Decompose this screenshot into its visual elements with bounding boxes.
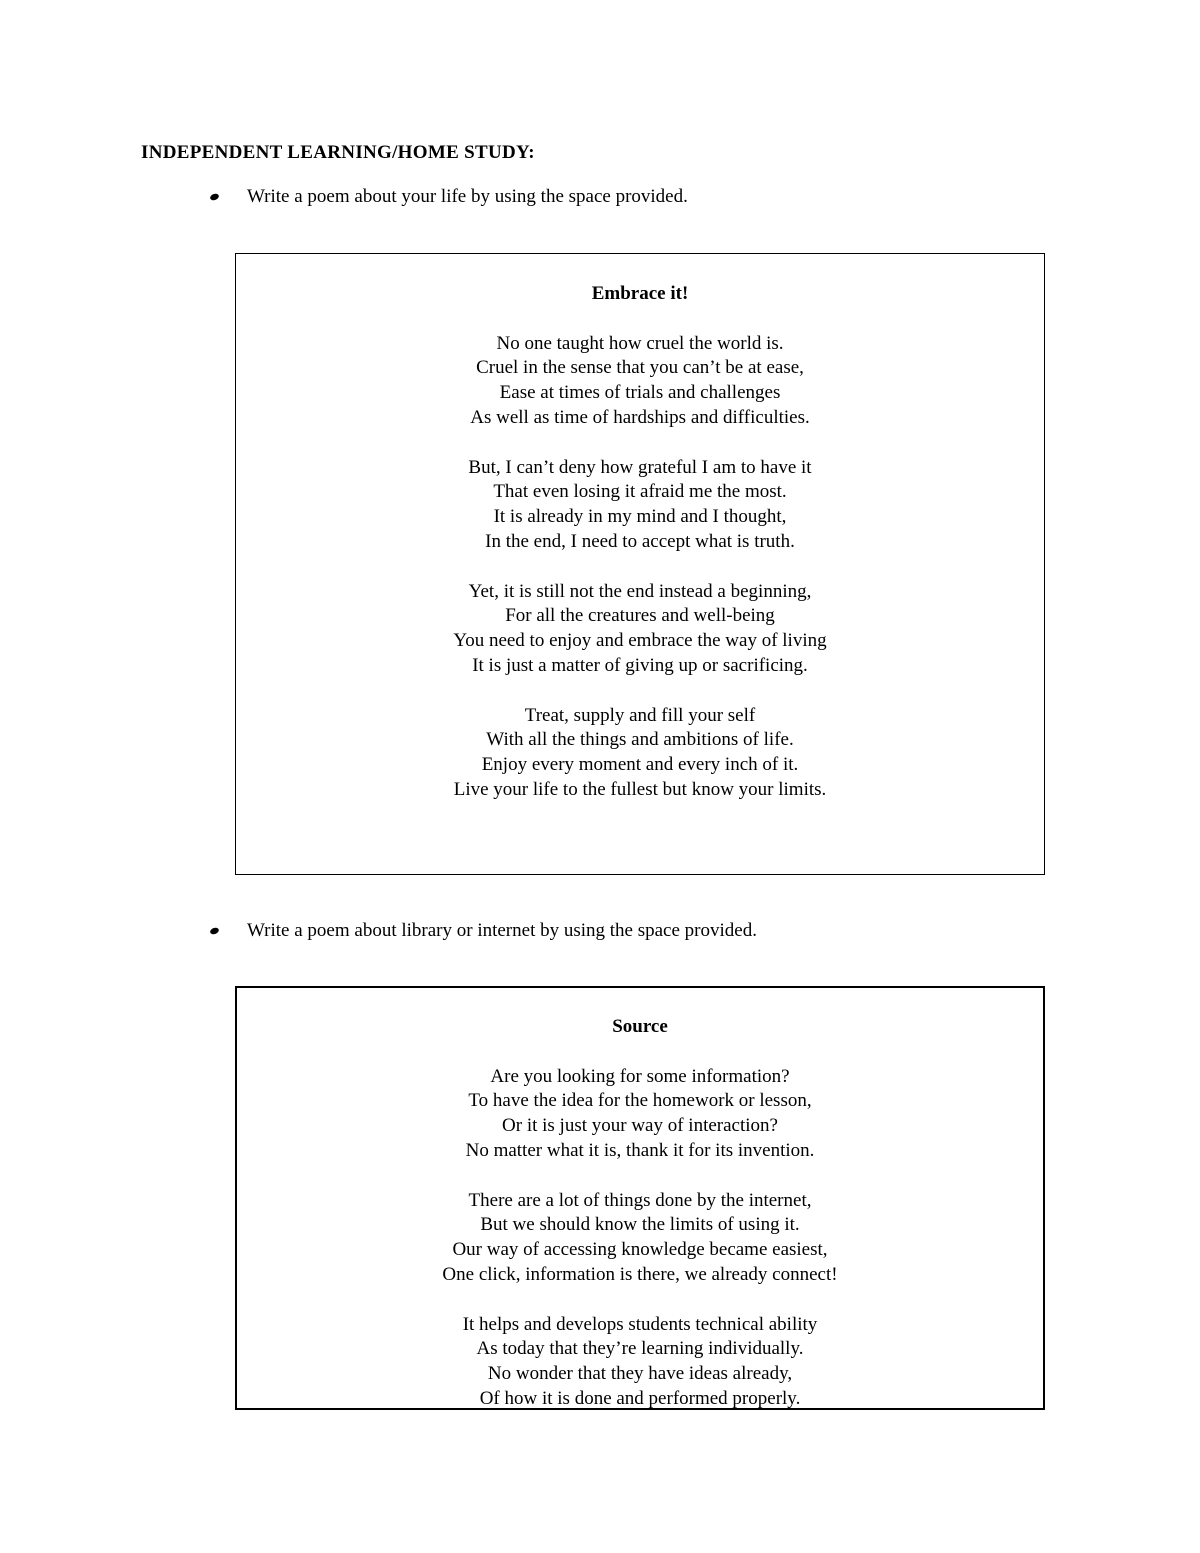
poem-title: Embrace it!: [591, 283, 689, 304]
bullet-icon: [209, 193, 220, 202]
page-heading: INDEPENDENT LEARNING/HOME STUDY:: [141, 142, 535, 163]
poem-line: But, I can’t deny how grateful I am to have it: [468, 456, 812, 478]
poem-line: No matter what it is, thank it for its invention.: [465, 1139, 815, 1161]
stanza: [237, 1065, 1043, 1164]
stanza: [236, 456, 1044, 555]
poem-line: To have the idea for the homework or lesson,: [468, 1090, 812, 1112]
stanza: [237, 1313, 1043, 1412]
instruction-text: Write a poem about your life by using the space provided.: [247, 186, 688, 207]
poem-line: It is just a matter of giving up or sacrificing.: [472, 654, 808, 676]
poem-title: Source: [612, 1016, 668, 1037]
poem-line: Yet, it is still not the end instead a beginning,: [468, 580, 812, 602]
poem-line: Our way of accessing knowledge became easiest,: [452, 1239, 828, 1261]
poem-line: No one taught how cruel the world is.: [496, 332, 784, 354]
poem-line: In the end, I need to accept what is truth.: [485, 530, 795, 552]
poem-line: That even losing it afraid me the most.: [493, 481, 787, 503]
poem-line: There are a lot of things done by the internet,: [468, 1189, 812, 1211]
poem-line: As well as time of hardships and difficulties.: [470, 406, 810, 428]
poem-line: Are you looking for some information?: [490, 1065, 790, 1087]
poem-box-internet: [235, 986, 1045, 1410]
poem-line: For all the creatures and well-being: [505, 605, 775, 627]
stanza: [237, 1189, 1043, 1288]
poem-line: It helps and develops students technical ability: [462, 1313, 818, 1335]
poem-line: With all the things and ambitions of life.: [486, 729, 794, 751]
poem-line: Treat, supply and fill your self: [524, 704, 756, 726]
poem-line: Live your life to the fullest but know your limits.: [453, 778, 827, 800]
bullet-icon: [209, 927, 220, 936]
poem-line: You need to enjoy and embrace the way of living: [453, 630, 827, 652]
poem-line: Or it is just your way of interaction?: [502, 1115, 778, 1137]
poem-line: But we should know the limits of using it.: [480, 1214, 800, 1236]
poem-line: No wonder that they have ideas already,: [487, 1363, 793, 1385]
stanza: [236, 704, 1044, 803]
poem-line: Cruel in the sense that you can’t be at ease,: [476, 357, 804, 379]
poem-line: Ease at times of trials and challenges: [499, 382, 781, 404]
poem-line: Of how it is done and performed properly.: [479, 1387, 801, 1409]
instruction-text: Write a poem about library or internet by using the space provided.: [247, 920, 757, 941]
stanza: [236, 332, 1044, 431]
poem-line: As today that they’re learning individually.: [476, 1338, 804, 1360]
poem-line: It is already in my mind and I thought,: [493, 506, 787, 528]
poem-line: Enjoy every moment and every inch of it.: [481, 754, 799, 776]
poem-box-life: [235, 253, 1045, 875]
stanza: [236, 580, 1044, 679]
poem-line: One click, information is there, we already connect!: [442, 1263, 838, 1285]
